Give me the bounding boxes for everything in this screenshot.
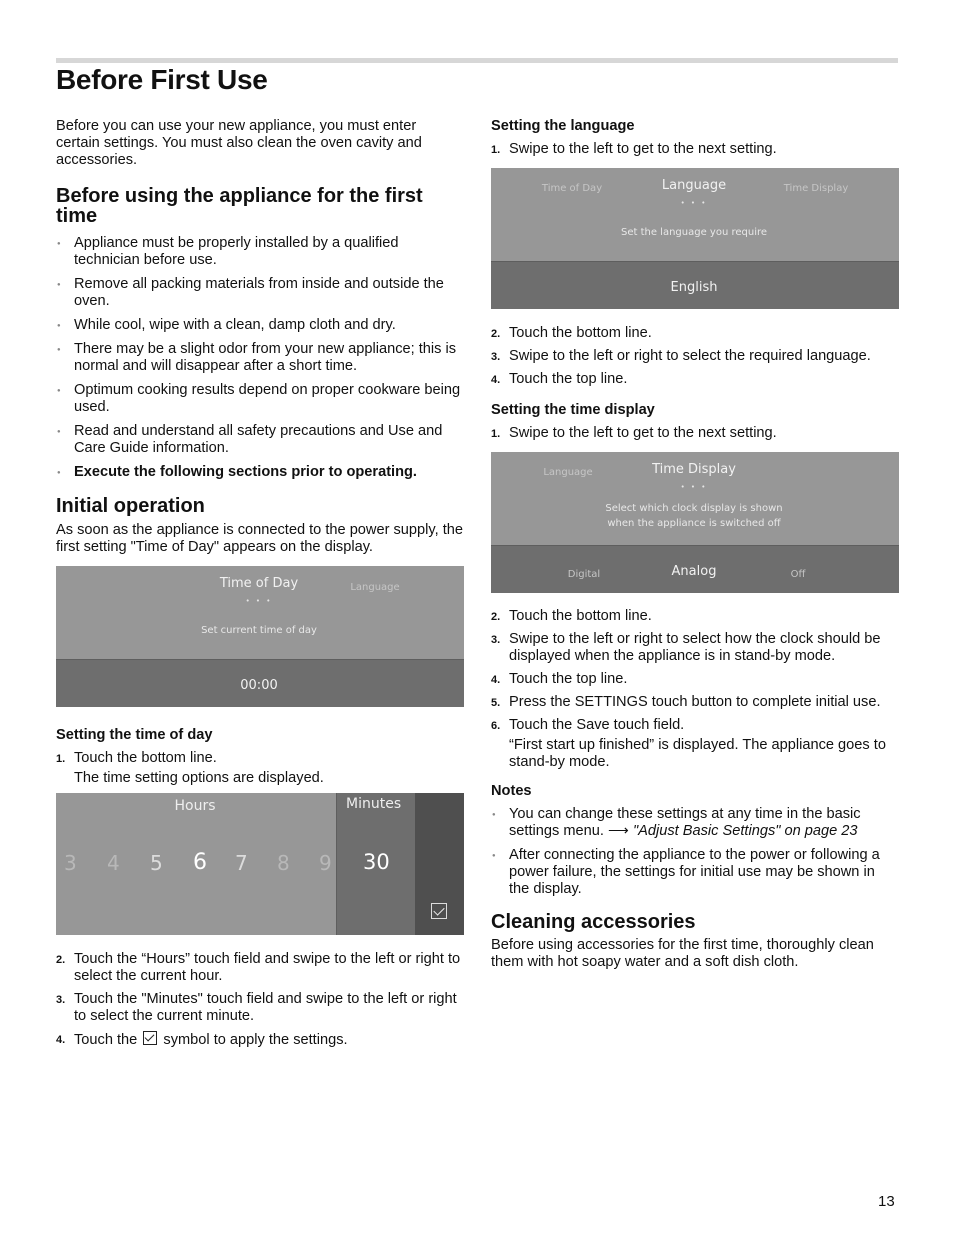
display-hint: Select which clock display is shown	[605, 503, 783, 514]
list-item: ● Appliance must be properly installed by a qualified technician before use.	[56, 235, 464, 269]
display-top-line[interactable]	[56, 566, 464, 659]
page-dots: • • •	[245, 597, 273, 605]
hour-option: 4	[107, 851, 120, 875]
set-time-steps	[56, 750, 464, 787]
arrow-icon: ⟶	[607, 823, 629, 839]
display-prev-setting: Language	[543, 467, 593, 478]
hours-label: Hours	[174, 798, 216, 814]
time-value: 00:00	[240, 678, 278, 693]
time-display-steps-continued	[491, 608, 899, 771]
set-time-heading: Setting the time of day	[56, 727, 213, 743]
page-dots: • • •	[680, 199, 708, 207]
list-item: 1. Swipe to the left to get to the next setting.	[491, 425, 777, 441]
list-item: 4. Touch the symbol to apply the settings.	[56, 1032, 348, 1048]
left-column	[56, 118, 464, 1055]
set-time-steps-continued	[56, 951, 464, 1049]
initial-operation-text: As soon as the appliance is connected to the power supply, the first setting "Time of Day" appears on the display.	[56, 522, 463, 555]
right-column	[491, 118, 899, 971]
before-use-list	[56, 235, 464, 481]
hour-option: 3	[64, 851, 77, 875]
time-display-steps	[491, 425, 899, 442]
display-prev-setting: Time of Day	[541, 183, 603, 194]
list-item: 1. Swipe to the left to get to the next setting.	[491, 141, 777, 157]
notes-heading: Notes	[491, 783, 532, 799]
language-display	[491, 168, 899, 309]
list-item: ● Execute the following sections prior to operating.	[56, 464, 464, 481]
list-item: ● Remove all packing materials from inside and outside the oven.	[56, 276, 464, 310]
list-item: 4. Touch the top line.	[491, 671, 628, 687]
display-hint: Set current time of day	[201, 625, 317, 636]
display-title: Time Display	[652, 462, 736, 477]
before-use-heading: Before using the appliance for the first time	[56, 185, 423, 227]
list-item: 5. Press the SETTINGS touch button to complete initial use.	[491, 694, 881, 710]
list-item: 4. Touch the top line.	[491, 371, 628, 387]
display-top-line[interactable]	[491, 452, 899, 545]
display-hint: when the appliance is switched off	[607, 518, 781, 529]
minutes-value: 30	[363, 850, 390, 874]
notes-list	[491, 806, 899, 898]
top-rule	[56, 58, 898, 63]
time-display-heading: Setting the time display	[491, 402, 655, 418]
list-item: 2. Touch the bottom line.	[491, 325, 652, 341]
display-title: Time of Day	[219, 576, 299, 591]
list-item: ● After connecting the appliance to the power or following a power failure, the settings for initial use may be shown in the display.	[491, 847, 899, 898]
cleaning-heading: Cleaning accessories	[491, 911, 696, 933]
hour-option: 7	[235, 851, 248, 875]
option-analog: Analog	[671, 564, 717, 579]
minutes-field[interactable]	[336, 793, 416, 935]
display-top-line[interactable]	[491, 168, 899, 261]
checkmark-icon	[143, 1031, 157, 1045]
hour-option: 5	[150, 851, 163, 875]
cleaning-text: Before using accessories for the first time, thoroughly clean them with hot soapy water and a soft dish cloth.	[491, 937, 874, 970]
language-steps	[491, 141, 899, 158]
language-steps-continued	[491, 325, 899, 388]
page-dots: • • •	[680, 483, 708, 491]
option-digital: Digital	[567, 569, 601, 580]
time-of-day-display	[56, 566, 464, 707]
display-hint: Set the language you require	[620, 227, 768, 238]
list-item: ● You can change these settings at any time in the basic settings menu. ⟶ "Adjust Basic Settings" on page 23	[491, 806, 899, 840]
list-item: ● There may be a slight odor from your new appliance; this is normal and will disappear after a short time.	[56, 341, 464, 375]
display-next-setting: Time Display	[783, 183, 849, 194]
display-bottom-line[interactable]	[491, 261, 899, 309]
list-item: 2. Touch the “Hours” touch field and swipe to the left or right to select the current hour.	[56, 951, 461, 984]
list-item: 2. Touch the bottom line.	[491, 608, 652, 624]
list-item: ● Optimum cooking results depend on proper cookware being used.	[56, 382, 464, 416]
page-number: 13	[878, 1193, 895, 1210]
hour-option: 8	[277, 851, 290, 875]
list-item: ● Read and understand all safety precautions and Use and Care Guide information.	[56, 423, 464, 457]
list-item: 3. Swipe to the left or right to select how the clock should be displayed when the appliance is in stand-by mode.	[491, 631, 881, 664]
display-title: Language	[661, 178, 727, 193]
time-display-display	[491, 452, 899, 593]
list-item: ● While cool, wipe with a clean, damp cloth and dry.	[56, 317, 464, 334]
minutes-label: Minutes	[346, 796, 402, 812]
initial-operation-heading: Initial operation	[56, 495, 205, 517]
list-item: 3. Touch the "Minutes" touch field and swipe to the left or right to select the current minute.	[56, 991, 457, 1024]
list-item: 6. Touch the Save touch field. “First start up finished” is displayed. The appliance goes to stand-by mode.	[491, 717, 886, 770]
selected-hour: 6	[193, 850, 207, 875]
page-title: Before First Use	[56, 64, 268, 95]
display-bottom-line[interactable]	[56, 659, 464, 707]
list-item: 1. Touch the bottom line. The time setting options are displayed.	[56, 750, 324, 786]
intro-text: Before you can use your new appliance, you must enter certain settings. You must also clean the oven cavity and accessories.	[56, 118, 422, 168]
apply-field[interactable]	[415, 793, 464, 935]
page-reference-link[interactable]: "Adjust Basic Settings" on page 23	[632, 823, 858, 839]
hours-minutes-display	[56, 793, 464, 935]
display-next-setting: Language	[350, 582, 400, 593]
language-value: English	[670, 280, 718, 295]
language-heading: Setting the language	[491, 118, 635, 134]
display-bottom-line[interactable]	[491, 545, 899, 593]
list-item: 3. Swipe to the left or right to select the required language.	[491, 348, 871, 364]
option-off: Off	[790, 569, 806, 580]
hour-option: 9	[319, 851, 332, 875]
checkmark-icon[interactable]	[431, 903, 447, 919]
